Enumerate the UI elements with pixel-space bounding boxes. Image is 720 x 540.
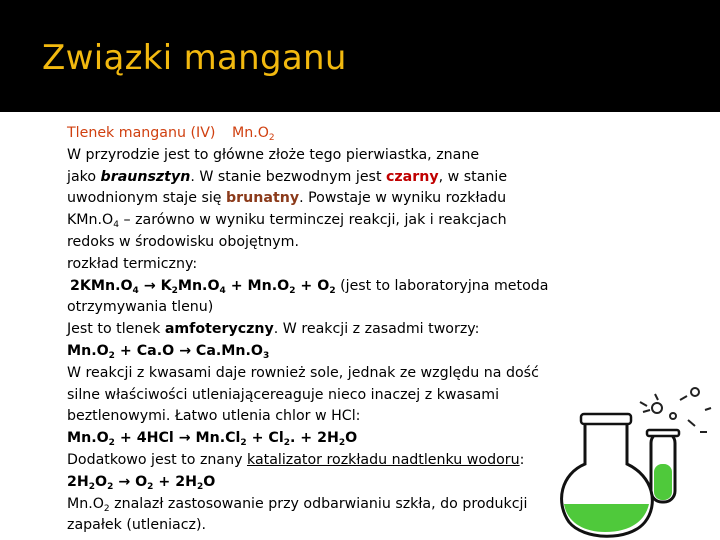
sparkle-marks — [640, 388, 711, 432]
catalyst-term: katalizator rozkładu nadtlenku wodoru — [246, 451, 520, 468]
acids-equation: $Mn.O_2 + 4HCl \to Mn.Cl_2 + Cl_2$. + $2H_2O$ — [67, 430, 358, 449]
p1-line2: jako braunsztyn. W stanie bezwodnym jest czarny, w stanie — [67, 168, 508, 185]
heading-formula: $Mn.O_2$ — [231, 125, 275, 143]
p1-line4: $KMn.O_4$ – zarówno w wyniku terminczej reakcji, jak i reakcjach — [67, 212, 507, 231]
heading-name: Tlenek manganu (IV) — [67, 125, 216, 141]
thermal-equation: $2KMn.O_4 \to K_2Mn.O_4 + Mn.O_2 + O_2$ (jest to laboratoryjna metoda — [70, 277, 549, 296]
title-bar — [0, 0, 720, 112]
czarny-term: czarny — [386, 168, 439, 185]
slide-body — [67, 123, 562, 537]
usage-line1: $Mn.O_2$ znalazł zastosowanie przy odbarwianiu szkła, do produkcji — [67, 495, 528, 514]
p1-line3: uwodnionym staje się brunatny. Powstaje w wyniku rozkładu — [67, 190, 507, 207]
catalyst-line: Dodatkowo jest to znany katalizator rozkładu nadtlenku wodoru: — [67, 451, 525, 468]
thermal-label: rozkład termiczny: — [67, 255, 198, 272]
amfoteryczny-term: amfoteryczny — [164, 321, 274, 338]
p1-line1: W przyrodzie jest to główne złoże tego pierwiastka, znane — [67, 146, 480, 163]
thermal-note: otrzymywania tlenu) — [67, 299, 214, 316]
p1-line5: redoks w środowisku obojętnym. — [67, 233, 299, 250]
braunsztyn-term: braunsztyn — [100, 168, 191, 185]
amphoteric-equation: $Mn.O_2 + Ca.O \to Ca.Mn.O_3$ — [67, 342, 270, 361]
round-flask — [562, 414, 653, 536]
catalyst-equation: $2H_2O_2 \to O_2 + 2H_2O$ — [67, 473, 216, 492]
slide-title: Związki manganu — [42, 38, 347, 78]
acids-line2: silne właściwości utleniającereaguje nieco inaczej z kwasami — [67, 386, 500, 403]
heading-line — [67, 123, 562, 145]
chemistry-flask-icon — [555, 372, 720, 540]
brunatny-term: brunatny — [226, 190, 300, 207]
usage-line2: zapałek (utleniacz). — [67, 517, 207, 534]
amphoteric-line: Jest to tlenek amfoteryczny. W reakcji z zasadmi tworzy: — [67, 321, 480, 338]
acids-line3: beztlenowymi. Łatwo utlenia chlor w HCl: — [67, 408, 361, 425]
acids-line1: W reakcji z kwasami daje rownież sole, jednak ze względu na dość — [67, 364, 539, 381]
